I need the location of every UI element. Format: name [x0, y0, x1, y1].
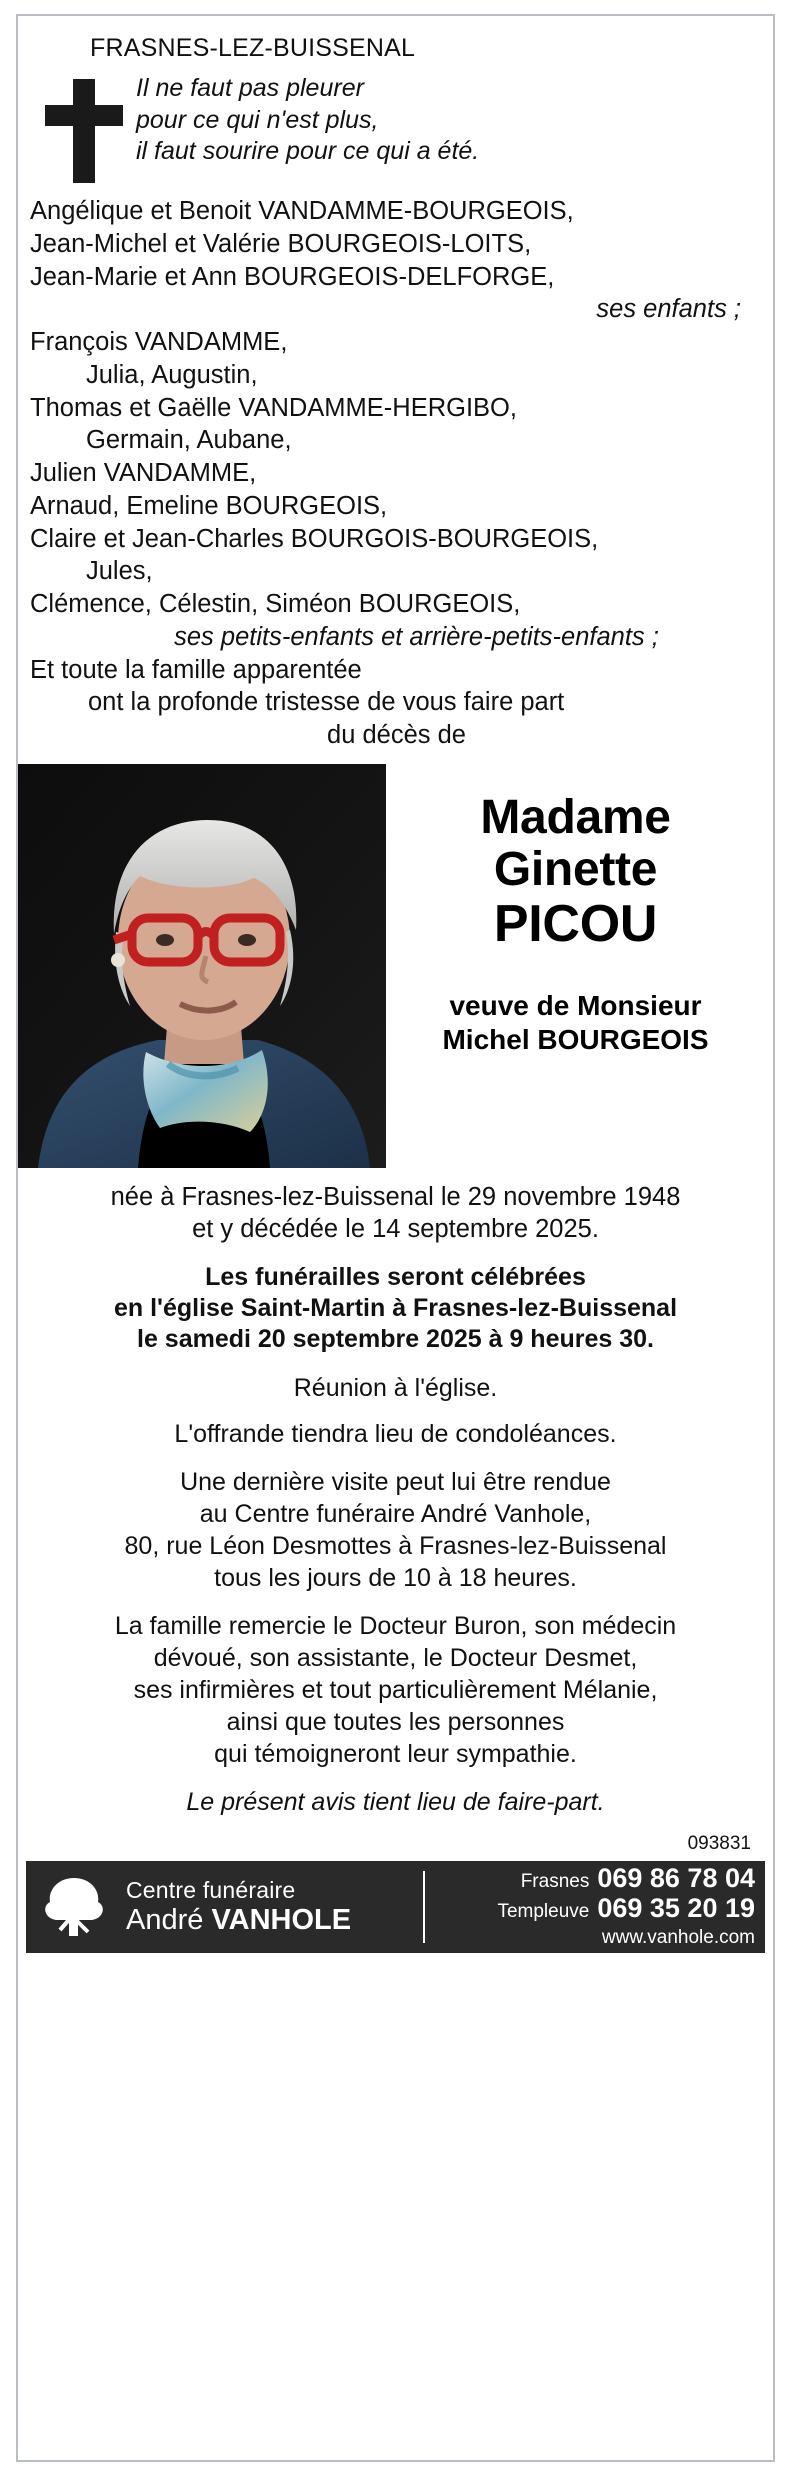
thanks-line-3: ses infirmières et tout particulièrement Mélanie, [133, 1675, 658, 1704]
thanks-line-5: qui témoigneront leur sympathie. [214, 1739, 577, 1768]
visitation-line-3: 80, rue Léon Desmottes à Frasnes-lez-Buissenal [124, 1531, 667, 1560]
contact-city: Templeuve [497, 1901, 590, 1923]
funeral-line-1: Les funérailles seront célébrées [205, 1262, 586, 1291]
family-line: Claire et Jean-Charles BOURGOIS-BOURGEOIS, [30, 524, 599, 553]
obituary-notice-card [16, 14, 775, 2462]
announcement-line: ont la profonde tristesse de vous faire part [88, 688, 565, 717]
family-list [18, 193, 773, 752]
deceased-name-block [386, 764, 773, 1168]
verse-line-3: il faut sourire pour ce qui a été. [136, 137, 480, 165]
offering-note [18, 1404, 773, 1450]
family-line: Et toute la famille apparentée [30, 655, 362, 684]
contact-phone[interactable]: 069 86 78 04 [597, 1863, 755, 1894]
contact-city: Frasnes [520, 1871, 590, 1893]
funeral-home-line-2 [126, 1904, 423, 1937]
announcement-line: du décès de [327, 721, 466, 750]
deceased-firstname: Ginette [493, 842, 658, 896]
visitation-note [18, 1450, 773, 1594]
gathering-line: Réunion à l'église. [293, 1373, 498, 1402]
locality-heading: FRASNES-LEZ-BUISSENAL [90, 34, 416, 62]
birth-line: née à Frasnes-lez-Buissenal le 29 novembre 1948 [110, 1183, 681, 1212]
verse-line-2: pour ce qui n'est plus, [136, 105, 379, 134]
deceased-title: Madame [480, 791, 671, 845]
widow-line-2: Michel BOURGEOIS [442, 1024, 709, 1056]
family-line: Arnaud, Emeline BOURGEOIS, [30, 491, 388, 520]
family-line: Germain, Aubane, [86, 426, 292, 455]
family-line: Clémence, Célestin, Siméon BOURGEOIS, [30, 590, 521, 619]
closing-note: Le présent avis tient lieu de faire-part. [186, 1787, 605, 1816]
verse-text [132, 73, 479, 168]
thanks-line-4: ainsi que toutes les personnes [226, 1707, 565, 1736]
tree-logo-icon [26, 1861, 122, 1953]
reference-number: 093831 [687, 1832, 751, 1854]
family-line: Jules, [86, 557, 153, 586]
family-line: François VANDAMME, [30, 328, 288, 357]
contact-phone[interactable]: 069 35 20 19 [597, 1893, 755, 1924]
visitation-line-1: Une dernière visite peut lui être rendue [180, 1467, 611, 1496]
cross-icon [36, 73, 132, 183]
family-line: Jean-Marie et Ann BOURGEOIS-DELFORGE, [30, 262, 555, 291]
funeral-home-name [122, 1861, 423, 1953]
portrait-and-name [18, 764, 773, 1168]
thanks-line-2: dévoué, son assistante, le Docteur Desmet, [153, 1643, 638, 1672]
family-line: Thomas et Gaëlle VANDAMME-HERGIBO, [30, 393, 517, 422]
gathering-note [18, 1356, 773, 1404]
widow-line-1: veuve de Monsieur [449, 989, 702, 1021]
portrait-photo [18, 764, 386, 1168]
footer-contact-block [435, 1861, 765, 1953]
funeral-details [18, 1246, 773, 1356]
visitation-line-2: au Centre funéraire André Vanhole, [199, 1499, 592, 1528]
deceased-lastname: PICOU [493, 894, 658, 953]
family-line: Julia, Augustin, [86, 360, 258, 389]
offering-line: L'offrande tiendra lieu de condoléances. [174, 1419, 617, 1448]
footer-divider [423, 1871, 425, 1943]
death-line: et y décédée le 14 septembre 2025. [192, 1214, 599, 1243]
thanks-note [18, 1594, 773, 1770]
birth-death-dates [18, 1168, 773, 1246]
family-line: Julien VANDAMME, [30, 459, 257, 488]
verse-section [18, 71, 773, 193]
funeral-home-lastname: VANHOLE [211, 1903, 352, 1936]
contact-row[interactable] [435, 1894, 755, 1924]
family-role-children: ses enfants ; [596, 295, 741, 324]
website-link[interactable]: www.vanhole.com [601, 1926, 755, 1948]
family-line: Jean-Michel et Valérie BOURGEOIS-LOITS, [30, 229, 532, 258]
contact-row[interactable] [435, 1864, 755, 1894]
widow-of-label [396, 989, 755, 1057]
family-role-grandchildren: ses petits-enfants et arrière-petits-enfants ; [174, 622, 659, 651]
funeral-line-2: en l'église Saint-Martin à Frasnes-lez-Buissenal [113, 1294, 678, 1323]
verse-line-1: Il ne faut pas pleurer [136, 74, 364, 102]
funeral-line-3: le samedi 20 septembre 2025 à 9 heures 30. [137, 1325, 654, 1354]
visitation-line-4: tous les jours de 10 à 18 heures. [214, 1563, 577, 1592]
funeral-home-footer [26, 1861, 765, 1953]
family-line: Angélique et Benoit VANDAMME-BOURGEOIS, [30, 197, 574, 225]
thanks-line-1: La famille remercie le Docteur Buron, son médecin [114, 1611, 677, 1640]
funeral-home-line-1: Centre funéraire [126, 1876, 296, 1903]
funeral-home-firstname: André [126, 1903, 212, 1936]
